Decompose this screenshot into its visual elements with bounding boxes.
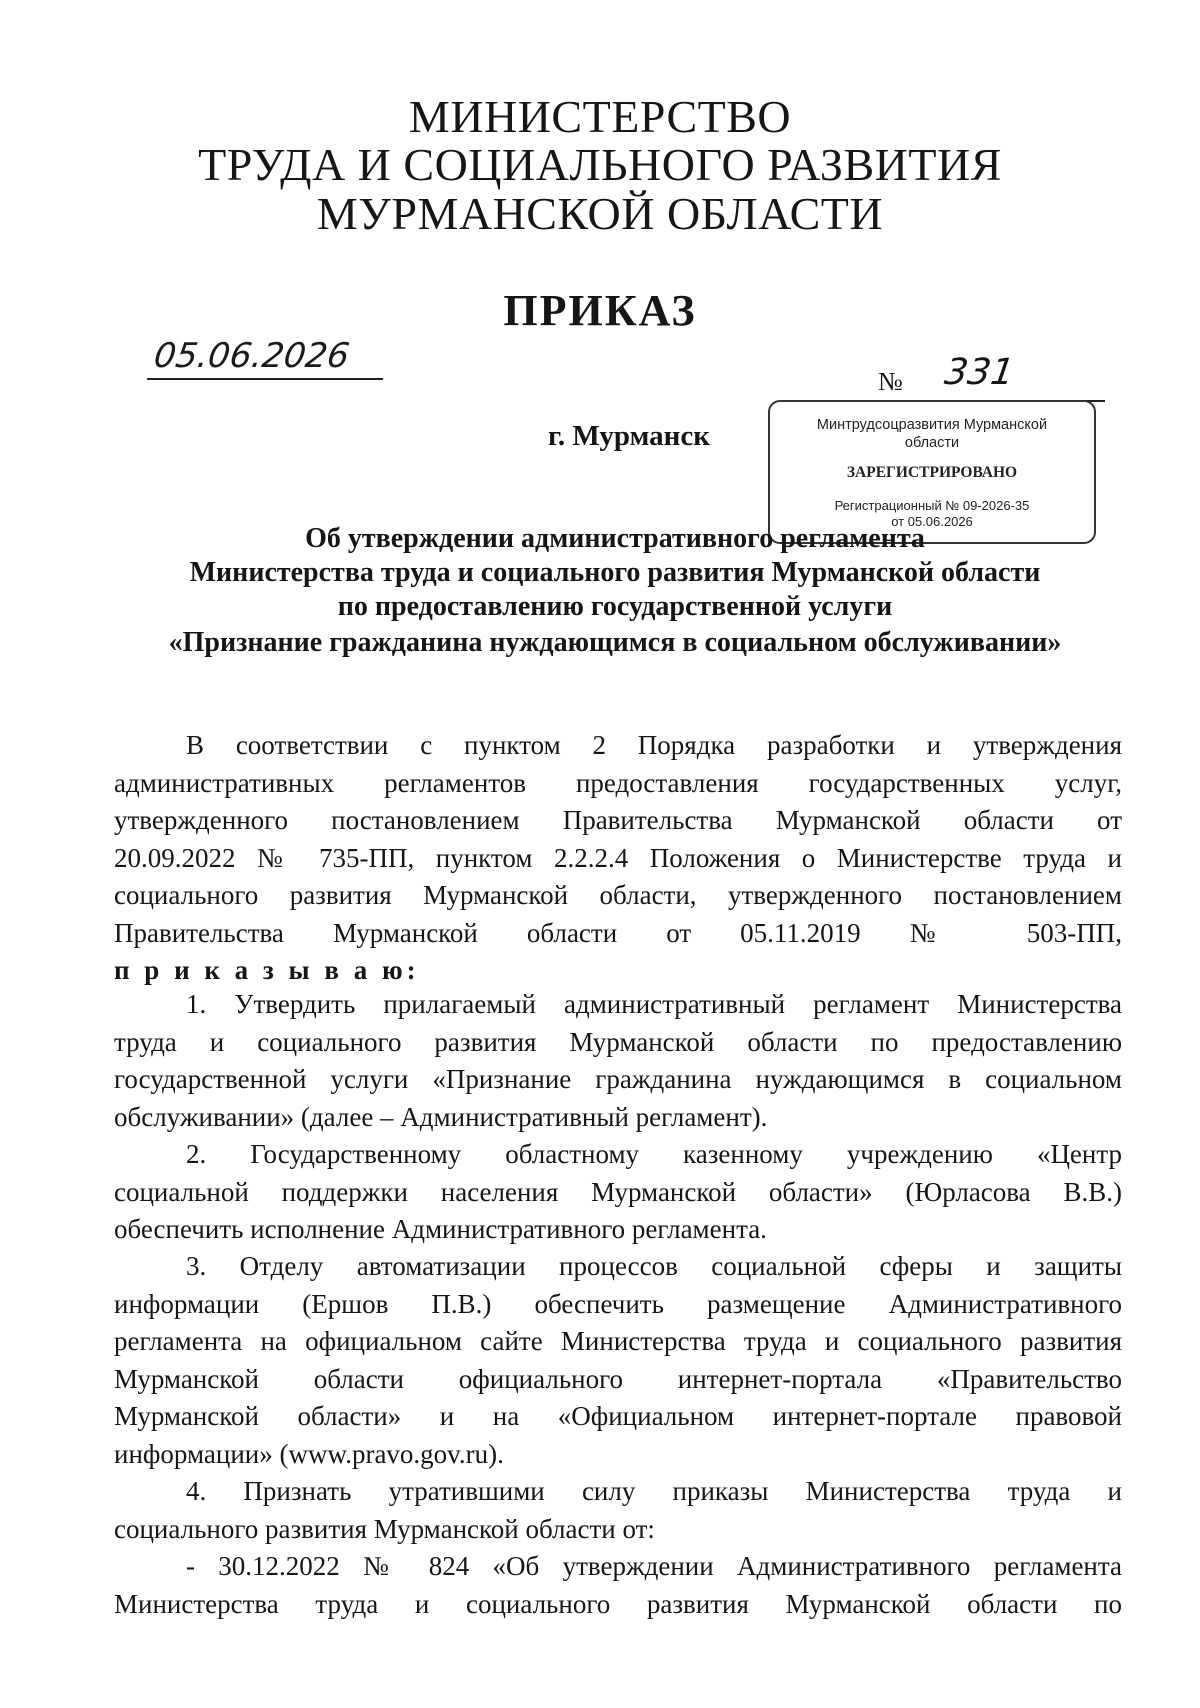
preamble-paragraph (114, 726, 1122, 989)
item-line: 4. Признать утратившими силу приказы Министерства труда и (186, 1476, 1122, 1506)
ministry-line-1: МИНИСТЕРСТВО (408, 91, 792, 142)
city-name: г. Мурманск (548, 420, 710, 452)
preamble-line: Правительства Мурманской области от 05.11.2019 № 503-ПП, (114, 917, 1122, 948)
item-line: регламента на официальном сайте Министерства труда и социального развития (114, 1326, 1122, 1356)
item-line: Мурманской области официального интернет-портала «Правительство (114, 1363, 1122, 1394)
item-line: обеспечить исполнение Административного регламента. (114, 1214, 767, 1244)
item-line: социального развития Мурманской области от: (114, 1513, 655, 1544)
item-line: Мурманской области» и на «Официальном интернет-портале правовой (114, 1401, 1122, 1431)
stamp-org-line-1: Минтрудсоцразвития Мурманской (816, 417, 1048, 433)
preamble-line: 20.09.2022 № 735-ПП, пунктом 2.2.2.4 Положения о Министерстве труда и (114, 842, 1122, 873)
item-line: социальной поддержки населения Мурманской области» (Юрласова В.В.) (114, 1176, 1122, 1207)
subject-line-1: Об утверждении административного регламента (305, 523, 925, 554)
item-line: государственной услуги «Признание гражданина нуждающимся в социальном (114, 1064, 1122, 1094)
item-sub-line: Министерства труда и социального развития Мурманской области по (114, 1588, 1122, 1619)
ministry-line-3: МУРМАНСКОЙ ОБЛАСТИ (316, 188, 884, 239)
item-4-paragraph (114, 1472, 1122, 1622)
item-sub-line: - 30.12.2022 № 824 «Об утверждении Административного регламента (186, 1551, 1122, 1581)
stamp-org-line-2: области (904, 435, 960, 451)
decree-word: п р и к а з ы в а ю: (114, 955, 420, 985)
item-3-paragraph (114, 1247, 1122, 1472)
preamble-line: социального развития Мурманской области, утвержденного постановлением (114, 880, 1122, 910)
stamp-status: ЗАРЕГИСТРИРОВАНО (846, 464, 1018, 481)
stamp-reg-line-1: Регистрационный № 09-2026-35 (834, 498, 1030, 513)
item-1-paragraph (114, 985, 1122, 1135)
number-label: № (878, 367, 903, 396)
order-subject (150, 520, 1080, 680)
stamp-organization (774, 416, 1090, 452)
subject-line-3: по предоставлению государственной услуги (337, 591, 893, 622)
preamble-line: административных регламентов предоставления государственных услуг, (114, 767, 1122, 798)
item-line: информации» (www.pravo.gov.ru). (114, 1438, 504, 1469)
item-line: обслуживании» (далее – Административный регламент). (114, 1101, 768, 1132)
item-line: 3. Отделу автоматизации процессов социальной сферы и защиты (186, 1251, 1122, 1281)
item-line: 1. Утвердить прилагаемый административный регламент Министерства (186, 989, 1122, 1019)
handwritten-date: 05.06.2026 (147, 336, 389, 380)
subject-line-4: «Признание гражданина нуждающимся в социальном обслуживании» (168, 627, 1062, 658)
stamp-reg-line-2: от 05.06.2026 (891, 514, 973, 529)
item-2-paragraph (114, 1135, 1122, 1248)
item-line: информации (Ершов П.В.) обеспечить размещение Административного (114, 1288, 1122, 1319)
preamble-line: В соответствии с пунктом 2 Порядка разработки и утверждения (186, 730, 1122, 760)
item-line: труда и социального развития Мурманской области по предоставлению (114, 1026, 1122, 1057)
item-line: 2. Государственному областному казенному учреждению «Центр (186, 1139, 1122, 1169)
ministry-line-2: ТРУДА И СОЦИАЛЬНОГО РАЗВИТИЯ (198, 139, 1002, 190)
preamble-line: утвержденного постановлением Правительства Мурманской области от (114, 805, 1122, 835)
handwritten-number: 331 (942, 352, 1017, 393)
subject-line-2: Министерства труда и социального развития Мурманской области (189, 557, 1041, 588)
order-title: ПРИКАЗ (503, 286, 697, 335)
